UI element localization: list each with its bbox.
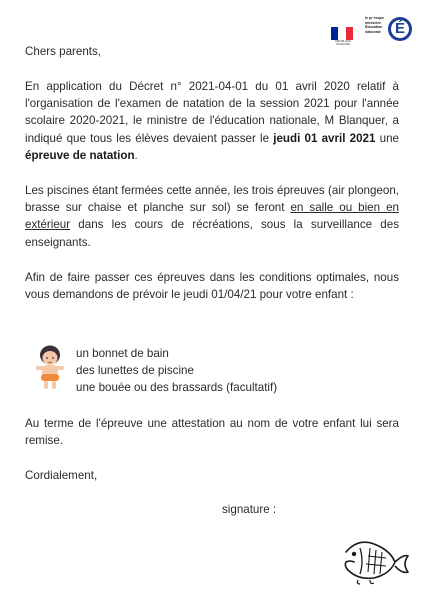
paragraph-location-end: dans les cours de récréations, sous la surveillance des enseignants. (25, 218, 399, 249)
ministry-text (365, 16, 391, 34)
fish-doodle-icon (340, 536, 410, 586)
education-emblem-icon: É (388, 17, 412, 41)
paragraph-request: Afin de faire passer ces épreuves dans les conditions optimales, nous vous demandons de prévoir le jeudi 01/04/21 pour votre enfant : (25, 271, 399, 302)
closing: Cordialement, (25, 469, 98, 482)
paragraph-location-start: Les piscines étant fermées cette année, les trois épreuves (air plongeon, brasse sur chaise et planche sur sol) se feront (25, 184, 399, 215)
child-swimmer-icon (33, 344, 69, 392)
flag-band-blue (331, 27, 338, 40)
items-list (76, 345, 277, 397)
list-item: des lunettes de piscine (76, 364, 194, 378)
paragraph-decree-mid: une (375, 131, 399, 145)
paragraph-location (25, 182, 399, 251)
list-item: une bouée ou des brassards (facultatif) (76, 381, 278, 395)
list-item: un bonnet de bain (76, 347, 169, 360)
ministry-line: nationale (365, 29, 381, 34)
greeting: Chers parents, (25, 45, 102, 58)
signature-label: signature : (222, 503, 277, 516)
paragraph-decree (25, 78, 399, 164)
ministry-line: ministère (365, 20, 381, 25)
republic-text: RÉPUBLIQUE FRANÇAISE (335, 40, 351, 46)
flag-band-white (338, 27, 345, 40)
paragraph-certificate: Au terme de l'épreuve une attestation au nom de votre enfant lui sera remise. (25, 417, 399, 448)
ministry-line: le pr esque (365, 16, 384, 20)
paragraph-decree-end: . (134, 148, 138, 162)
flag-icon (331, 27, 353, 40)
paragraph-decree-text: En application du Décret n° 2021-04-01 du 01 avril 2020 relatif à l'organisation de l'examen de natation de la session 2021 pour l'année scolaire 2020-2021, le ministre de l'éducation nationale, M Blanquer, a indiqué que tous les élèves devaient passer le (25, 80, 399, 145)
flag-band-red (346, 27, 353, 40)
location-underlined: en salle ou bien en extérieur (25, 201, 399, 232)
test-date: jeudi 01 avril 2021 (273, 131, 376, 145)
test-name: épreuve de natation (25, 148, 135, 162)
ministry-line: Éducation (365, 25, 383, 30)
